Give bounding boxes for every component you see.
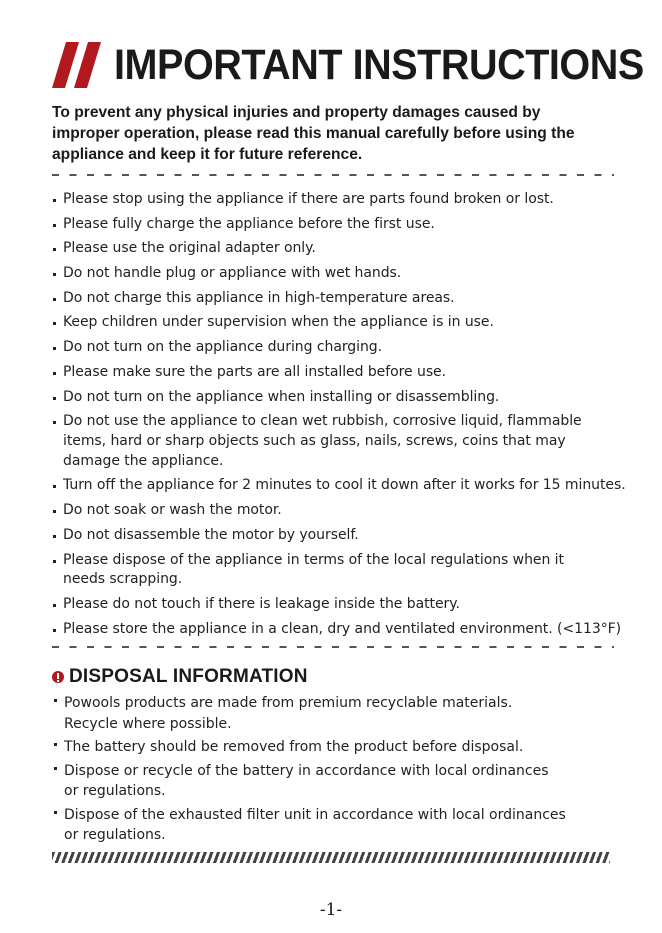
list-item-line: Do not soak or wash the motor. — [63, 502, 282, 519]
list-item — [52, 264, 652, 284]
list-item — [52, 289, 652, 309]
list-item-line: Please stop using the appliance if there are parts found broken or lost. — [63, 191, 554, 207]
list-item-line: or regulations. — [64, 783, 166, 799]
list-item-line: Do not handle plug or appliance with wet hands. — [63, 265, 402, 282]
intro-line: To prevent any physical injuries and property damages caused by — [52, 104, 541, 121]
list-item — [52, 737, 612, 758]
page-title: IMPORTANT INSTRUCTIONS — [114, 40, 644, 89]
list-item — [52, 412, 652, 471]
list-item-line: Keep children under supervision when the appliance is in use. — [63, 314, 494, 331]
bullet-icon — [53, 298, 56, 301]
list-item-line: Dispose or recycle of the battery in accordance with local ordinances — [64, 762, 549, 779]
intro-line: appliance and keep it for future reference. — [52, 146, 363, 163]
bullet-icon — [53, 322, 56, 325]
bullet-icon — [53, 535, 56, 538]
bullet-icon — [53, 372, 56, 375]
list-item — [52, 595, 652, 615]
intro-paragraph — [52, 102, 632, 165]
list-item — [52, 526, 652, 546]
list-item — [52, 313, 652, 333]
bullet-icon — [53, 224, 56, 227]
list-item — [52, 620, 652, 640]
list-item-line: The battery should be removed from the product before disposal. — [64, 739, 524, 755]
bullet-icon — [53, 199, 56, 202]
disposal-heading — [52, 666, 308, 688]
list-item-line: Do not use the appliance to clean wet rubbish, corrosive liquid, flammable — [63, 413, 582, 430]
list-item-line: Powools products are made from premium recyclable materials. — [64, 695, 513, 711]
bullet-icon — [54, 743, 57, 746]
list-item-line: Please do not touch if there is leakage inside the battery. — [63, 596, 460, 613]
list-item-line: Recycle where possible. — [64, 715, 232, 732]
list-item-line: Turn off the appliance for 2 minutes to cool it down after it works for 15 minutes. — [63, 477, 626, 494]
bullet-icon — [54, 699, 57, 702]
list-item-line: needs scrapping. — [63, 571, 183, 588]
bullet-icon — [53, 629, 56, 632]
list-item — [52, 693, 612, 734]
list-item-line: Do not charge this appliance in high-temperature areas. — [63, 289, 455, 306]
bullet-icon — [53, 248, 56, 251]
bullet-icon — [53, 604, 56, 607]
list-item — [52, 761, 612, 802]
list-item-line: damage the appliance. — [63, 452, 224, 469]
list-item-line: Please store the appliance in a clean, dry and ventilated environment. (<113°F) — [63, 620, 622, 637]
warning-dot-icon — [52, 671, 64, 683]
list-item — [52, 190, 652, 210]
bullet-icon — [53, 510, 56, 513]
list-item-line: Do not turn on the appliance when installing or disassembling. — [63, 388, 500, 405]
list-item-line: Do not turn on the appliance during charging. — [63, 339, 383, 356]
list-item — [52, 239, 652, 259]
list-item-line: Please make sure the parts are all installed before use. — [63, 363, 447, 380]
list-item — [52, 805, 612, 846]
list-item-line: Please fully charge the appliance before the first use. — [63, 215, 435, 232]
bullet-icon — [53, 485, 56, 488]
dashed-divider-bottom — [52, 646, 614, 648]
page-number: -1- — [319, 900, 343, 920]
hatched-divider — [52, 852, 610, 863]
instruction-list — [52, 190, 652, 644]
list-item-line: Dispose of the exhausted filter unit in accordance with local ordinances — [64, 806, 566, 823]
bullet-icon — [53, 347, 56, 350]
double-slash-icon — [52, 42, 104, 88]
disposal-list — [52, 693, 612, 849]
list-item — [52, 363, 652, 383]
list-item-line: Do not disassemble the motor by yourself. — [63, 526, 359, 543]
list-item — [52, 338, 652, 358]
bullet-icon — [53, 421, 56, 424]
bullet-icon — [54, 767, 57, 770]
list-item-line: Please dispose of the appliance in terms of the local regulations when it — [63, 551, 564, 568]
list-item-line: or regulations. — [64, 827, 166, 843]
bullet-icon — [54, 811, 57, 814]
bullet-icon — [53, 397, 56, 400]
dashed-divider-top — [52, 174, 614, 176]
bullet-icon — [53, 560, 56, 563]
list-item-line: Please use the original adapter only. — [63, 240, 316, 257]
list-item — [52, 551, 652, 591]
list-item — [52, 501, 652, 521]
list-item — [52, 215, 652, 235]
list-item — [52, 476, 652, 496]
intro-line: improper operation, please read this manual carefully before using the — [52, 125, 575, 142]
disposal-title: DISPOSAL INFORMATION — [69, 666, 308, 687]
list-item-line: items, hard or sharp objects such as glass, nails, screws, coins that may — [63, 432, 566, 449]
bullet-icon — [53, 273, 56, 276]
list-item — [52, 388, 652, 408]
title-row — [52, 40, 662, 90]
